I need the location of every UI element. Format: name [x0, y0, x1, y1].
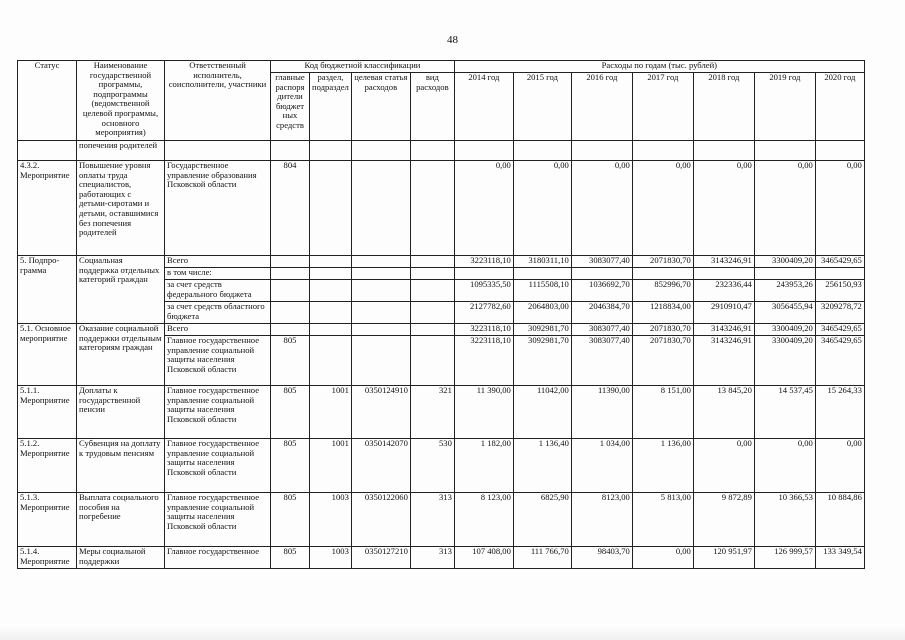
- cell-section: 1001: [310, 439, 352, 493]
- cell-2015: 1 136,40: [513, 439, 571, 493]
- cell-status: 5.1.2. Мероприятие: [18, 439, 77, 493]
- cell-2020: 10 884,86: [815, 493, 864, 547]
- cell-status: 5.1.1. Мероприятие: [18, 386, 77, 439]
- budget-table: [17, 60, 865, 569]
- cell-label-including: в том числе:: [165, 268, 271, 280]
- cell-grbs: 805: [271, 336, 310, 386]
- cell-2015: 6825,90: [513, 493, 571, 547]
- col-year-2015: 2015 год: [513, 73, 571, 141]
- col-section-header: раздел, подраздел: [310, 73, 352, 141]
- cell-2017: 5 813,00: [632, 493, 693, 547]
- cell-type: 321: [410, 386, 454, 439]
- cell-2014: 8 123,00: [454, 493, 513, 547]
- cell-label-federal: за счет средств федерального бюджета: [165, 280, 271, 302]
- cell-responsible: Главное государственное: [165, 547, 271, 569]
- cell-responsible: Главное государственное управление социальной защиты населения Псковской области: [165, 386, 271, 439]
- cell-2020: 3465429,65: [815, 256, 864, 268]
- cell-2014: 1095335,50: [454, 280, 513, 302]
- cell-2019: 3300409,20: [754, 256, 815, 268]
- cell-2017: 2071830,70: [632, 256, 693, 268]
- cell-2020: 0,00: [815, 161, 864, 256]
- cell-grbs: 804: [271, 161, 310, 256]
- cell-2014: 11 390,00: [454, 386, 513, 439]
- cell-2014: 1 182,00: [454, 439, 513, 493]
- cell-2018: 232336,44: [693, 280, 754, 302]
- cell-section: [310, 336, 352, 386]
- cell-name: Оказание социальной поддержки отдельным категориям граждан: [77, 324, 165, 386]
- cell-2019: 10 366,53: [754, 493, 815, 547]
- table-row-5-1-4: [18, 547, 865, 569]
- cell-2018: 120 951,97: [693, 547, 754, 569]
- cell-2019: 3300409,20: [754, 324, 815, 336]
- cell-2019: 3300409,20: [754, 336, 815, 386]
- table-row-5-1-total: [18, 324, 865, 336]
- cell-status: 5.1.4. Мероприятие: [18, 547, 77, 569]
- cell-status: 5. Подпро-грамма: [18, 256, 77, 324]
- cell-2016: 3083077,40: [571, 336, 632, 386]
- cell-2016: 8123,00: [571, 493, 632, 547]
- table-row-5-1-2: [18, 439, 865, 493]
- cell-label-total: Всего: [165, 256, 271, 268]
- cell-grbs: 805: [271, 386, 310, 439]
- cell-2015: 0,00: [513, 161, 571, 256]
- cell-2017: 0,00: [632, 161, 693, 256]
- cell-2019: 3056455,94: [754, 302, 815, 324]
- cell-status: 5.1. Основное мероприятие: [18, 324, 77, 386]
- cell-2017: 0,00: [632, 547, 693, 569]
- col-target-header: целевая статья расходов: [351, 73, 410, 141]
- cell-grbs: 805: [271, 439, 310, 493]
- cell-type: [410, 161, 454, 256]
- cell-2016: 98403,70: [571, 547, 632, 569]
- cell-2017: 8 151,00: [632, 386, 693, 439]
- cell-2019: 0,00: [754, 161, 815, 256]
- cell-2018: 9 872,89: [693, 493, 754, 547]
- col-year-2019: 2019 год: [754, 73, 815, 141]
- cell-2016: 1036692,70: [571, 280, 632, 302]
- cell-2020: 15 264,33: [815, 386, 864, 439]
- page-number: 48: [447, 34, 458, 46]
- cell-2015: 3092981,70: [513, 336, 571, 386]
- cell-name: Повышение уровня оплаты труда специалистов, работающих с детьми-сиротами и детьми, оставшимися без попечения родителей: [77, 161, 165, 256]
- cell-2016: 2046384,70: [571, 302, 632, 324]
- cell-target: 0350127210: [351, 547, 410, 569]
- cell-2018: 13 845,20: [693, 386, 754, 439]
- col-name-header: Наименование государственной программы, подпрограммы (ведомственной целевой программы, основного мероприятия): [77, 61, 165, 141]
- cell-2017: 852996,70: [632, 280, 693, 302]
- cell-2016: 1 034,00: [571, 439, 632, 493]
- cell-responsible: Главное государственное управление социальной защиты населения Псковской области: [165, 439, 271, 493]
- col-status-header: Статус: [18, 61, 77, 141]
- cell-2014: 3223118,10: [454, 324, 513, 336]
- cell-section: 1003: [310, 493, 352, 547]
- table-row-4-3-2: [18, 161, 865, 256]
- cell-2018: 0,00: [693, 439, 754, 493]
- cell-2020: 0,00: [815, 439, 864, 493]
- cell-2014: 107 408,00: [454, 547, 513, 569]
- cell-target: 0350142070: [351, 439, 410, 493]
- col-responsible-header: Ответственный исполнитель, соисполнители, участники: [165, 61, 271, 141]
- table-row-continuation: [18, 141, 865, 161]
- cell-2020: 3209278,72: [815, 302, 864, 324]
- cell-2016: 3083077,40: [571, 324, 632, 336]
- col-expenses-header: Расходы по годам (тыс. рублей): [454, 61, 864, 73]
- cell-2019: 14 537,45: [754, 386, 815, 439]
- cell-2015: 3092981,70: [513, 324, 571, 336]
- cell-type: [410, 336, 454, 386]
- cell-2019: 0,00: [754, 439, 815, 493]
- cell-name: Социальная поддержка отдельных категорий граждан: [77, 256, 165, 324]
- cell-status: 5.1.3. Мероприятие: [18, 493, 77, 547]
- cell-2015: 111 766,70: [513, 547, 571, 569]
- cell-label-total: Всего: [165, 324, 271, 336]
- col-year-2014: 2014 год: [454, 73, 513, 141]
- cell-type: 313: [410, 493, 454, 547]
- cell-2014: 2127782,60: [454, 302, 513, 324]
- cell-2020: 3465429,65: [815, 324, 864, 336]
- table-row-5-total: [18, 256, 865, 268]
- cell-name: Доплаты к государственной пенсии: [77, 386, 165, 439]
- cell-2017: 2071830,70: [632, 336, 693, 386]
- cell-2018: 3143246,91: [693, 256, 754, 268]
- table-row-5-1-1: [18, 386, 865, 439]
- cell-2018: 3143246,91: [693, 336, 754, 386]
- cell-label-regional: за счет средств областного бюджета: [165, 302, 271, 324]
- cell-2016: 3083077,40: [571, 256, 632, 268]
- col-budget-code-header: Код бюджетной классификации: [271, 61, 455, 73]
- cell-2014: 3223118,10: [454, 256, 513, 268]
- cell-2015: 3180311,10: [513, 256, 571, 268]
- cell-2017: 2071830,70: [632, 324, 693, 336]
- col-year-2020: 2020 год: [815, 73, 864, 141]
- cell-2017: 1 136,00: [632, 439, 693, 493]
- cell-responsible: Главное государственное управление социальной защиты населения Псковской области: [165, 336, 271, 386]
- cell-2014: 3223118,10: [454, 336, 513, 386]
- cell-2019: 243953,26: [754, 280, 815, 302]
- cell-2015: 2064803,00: [513, 302, 571, 324]
- cell-name: Выплата социального пособия на погребение: [77, 493, 165, 547]
- cell-section: 1001: [310, 386, 352, 439]
- cell-2020: 256150,93: [815, 280, 864, 302]
- col-type-header: вид расходов: [410, 73, 454, 141]
- cell-responsible: Главное государственное управление социальной защиты населения Псковской области: [165, 493, 271, 547]
- col-grbs-header: главные распоря дители бюджет ных средств: [271, 73, 310, 141]
- table-row-5-1-3: [18, 493, 865, 547]
- cell-type: 530: [410, 439, 454, 493]
- cell-2020: 3465429,65: [815, 336, 864, 386]
- cell-2018: 0,00: [693, 161, 754, 256]
- cell-target: [351, 161, 410, 256]
- cell-2017: 1218834,00: [632, 302, 693, 324]
- cell-target: 0350124910: [351, 386, 410, 439]
- cell-name: Субвенция на доплату к трудовым пенсиям: [77, 439, 165, 493]
- cell-2014: 0,00: [454, 161, 513, 256]
- cell-type: 313: [410, 547, 454, 569]
- cell-2015: 1115508,10: [513, 280, 571, 302]
- cell-target: 0350122060: [351, 493, 410, 547]
- cell-2019: 126 999,57: [754, 547, 815, 569]
- cell-target: [351, 336, 410, 386]
- cell-2018: 2910910,47: [693, 302, 754, 324]
- cell-status: 4.3.2. Мероприятие: [18, 161, 77, 256]
- cell-section: 1003: [310, 547, 352, 569]
- cell-2015: 11042,00: [513, 386, 571, 439]
- cell-grbs: 805: [271, 547, 310, 569]
- cell-section: [310, 161, 352, 256]
- cell-2018: 3143246,91: [693, 324, 754, 336]
- col-year-2018: 2018 год: [693, 73, 754, 141]
- cell-grbs: 805: [271, 493, 310, 547]
- cell-name: попечения родителей: [77, 141, 165, 161]
- cell-2016: 0,00: [571, 161, 632, 256]
- scan-edge-shadow: [0, 626, 905, 640]
- cell-responsible: Государственное управление образования Псковской области: [165, 161, 271, 256]
- cell-2020: 133 349,54: [815, 547, 864, 569]
- col-year-2017: 2017 год: [632, 73, 693, 141]
- cell-name: Меры социальной поддержки: [77, 547, 165, 569]
- cell-2016: 11390,00: [571, 386, 632, 439]
- col-year-2016: 2016 год: [571, 73, 632, 141]
